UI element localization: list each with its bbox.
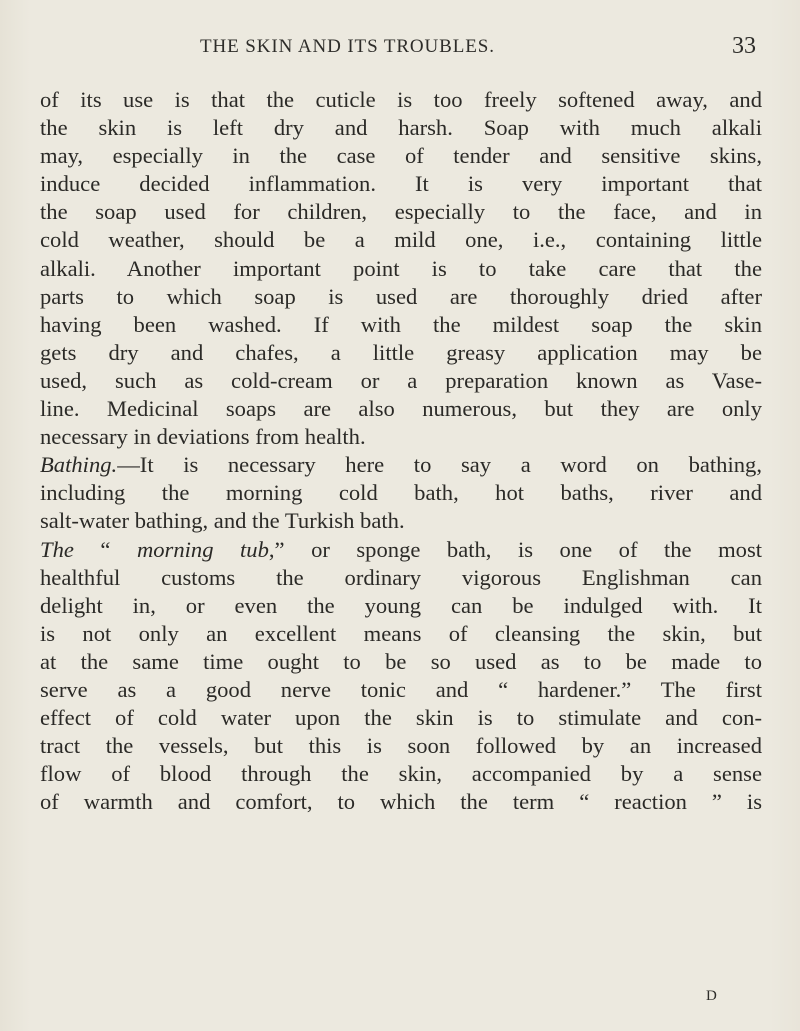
text-run: alkali. Another important point is to take care that the <box>40 255 762 281</box>
text-run: of warmth and comfort, to which the term “ reaction ” is <box>40 789 762 815</box>
text-line <box>40 564 762 592</box>
text-run: line. Medicinal soaps are also numerous, but they are only <box>40 396 762 422</box>
text-run: serve as a good nerve tonic and “ hardener.” The first <box>40 676 762 702</box>
italic-text: The <box>40 536 74 562</box>
text-run: at the same time ought to be so used as to be made to <box>40 648 762 674</box>
text-run: the soap used for children, especially to the face, and in <box>40 199 762 225</box>
text-run: having been washed. If with the mildest soap the skin <box>40 311 762 337</box>
page-number: 33 <box>732 33 756 59</box>
page-header <box>0 32 800 68</box>
text-line <box>40 507 762 535</box>
text-line <box>40 283 762 311</box>
text-run: necessary in deviations from health. <box>40 424 366 450</box>
text-line <box>40 620 762 648</box>
italic-text: Bathing. <box>40 452 118 478</box>
text-line <box>40 339 762 367</box>
text-run: tract the vessels, but this is soon followed by an increased <box>40 733 762 759</box>
text-run: salt-water bathing, and the Turkish bath. <box>40 508 405 534</box>
text-run: may, especially in the case of tender and sensitive skins, <box>40 143 762 169</box>
text-line <box>40 676 762 704</box>
text-line <box>40 592 762 620</box>
text-line <box>40 395 762 423</box>
signature-mark: D <box>706 988 718 1004</box>
text-run: induce decided inflammation. It is very important that <box>40 171 762 197</box>
text-run: gets dry and chafes, a little greasy application may be <box>40 339 762 365</box>
text-line <box>40 704 762 732</box>
paragraph <box>40 536 762 817</box>
text-run: cold weather, should be a mild one, i.e., containing little <box>40 227 762 253</box>
text-line <box>40 648 762 676</box>
text-line <box>40 451 762 479</box>
text-line <box>40 760 762 788</box>
text-line <box>40 86 762 114</box>
text-run: used, such as cold-cream or a preparation known as Vase- <box>40 367 762 393</box>
body-text <box>40 86 762 816</box>
text-line <box>40 311 762 339</box>
text-line <box>40 255 762 283</box>
text-line <box>40 142 762 170</box>
running-head: THE SKIN AND ITS TROUBLES. <box>200 36 495 57</box>
paragraph <box>40 86 762 451</box>
text-run: including the morning cold bath, hot baths, river and <box>40 480 762 506</box>
text-run: effect of cold water upon the skin is to stimulate and con- <box>40 705 762 731</box>
text-line <box>40 198 762 226</box>
text-run: is not only an excellent means of cleansing the skin, but <box>40 620 762 646</box>
text-run: —It is necessary here to say a word on bathing, <box>117 452 762 478</box>
text-run: ,” or sponge bath, is one of the most <box>268 536 762 562</box>
text-line <box>40 479 762 507</box>
text-run: parts to which soap is used are thoroughly dried after <box>40 283 762 309</box>
text-line <box>40 170 762 198</box>
text-run: the skin is left dry and harsh. Soap with much alkali <box>40 115 762 141</box>
text-run: of its use is that the cuticle is too freely softened away, and <box>40 87 762 112</box>
text-line <box>40 226 762 254</box>
text-line <box>40 367 762 395</box>
text-run: healthful customs the ordinary vigorous Englishman can <box>40 564 762 590</box>
text-line <box>40 788 762 816</box>
text-line <box>40 114 762 142</box>
paragraph <box>40 451 762 535</box>
text-line <box>40 423 762 451</box>
text-line <box>40 536 762 564</box>
text-run: “ <box>73 536 137 562</box>
text-line <box>40 732 762 760</box>
italic-text: morning tub <box>136 536 269 562</box>
text-run: delight in, or even the young can be indulged with. It <box>40 592 762 618</box>
text-run: flow of blood through the skin, accompanied by a sense <box>40 761 762 787</box>
